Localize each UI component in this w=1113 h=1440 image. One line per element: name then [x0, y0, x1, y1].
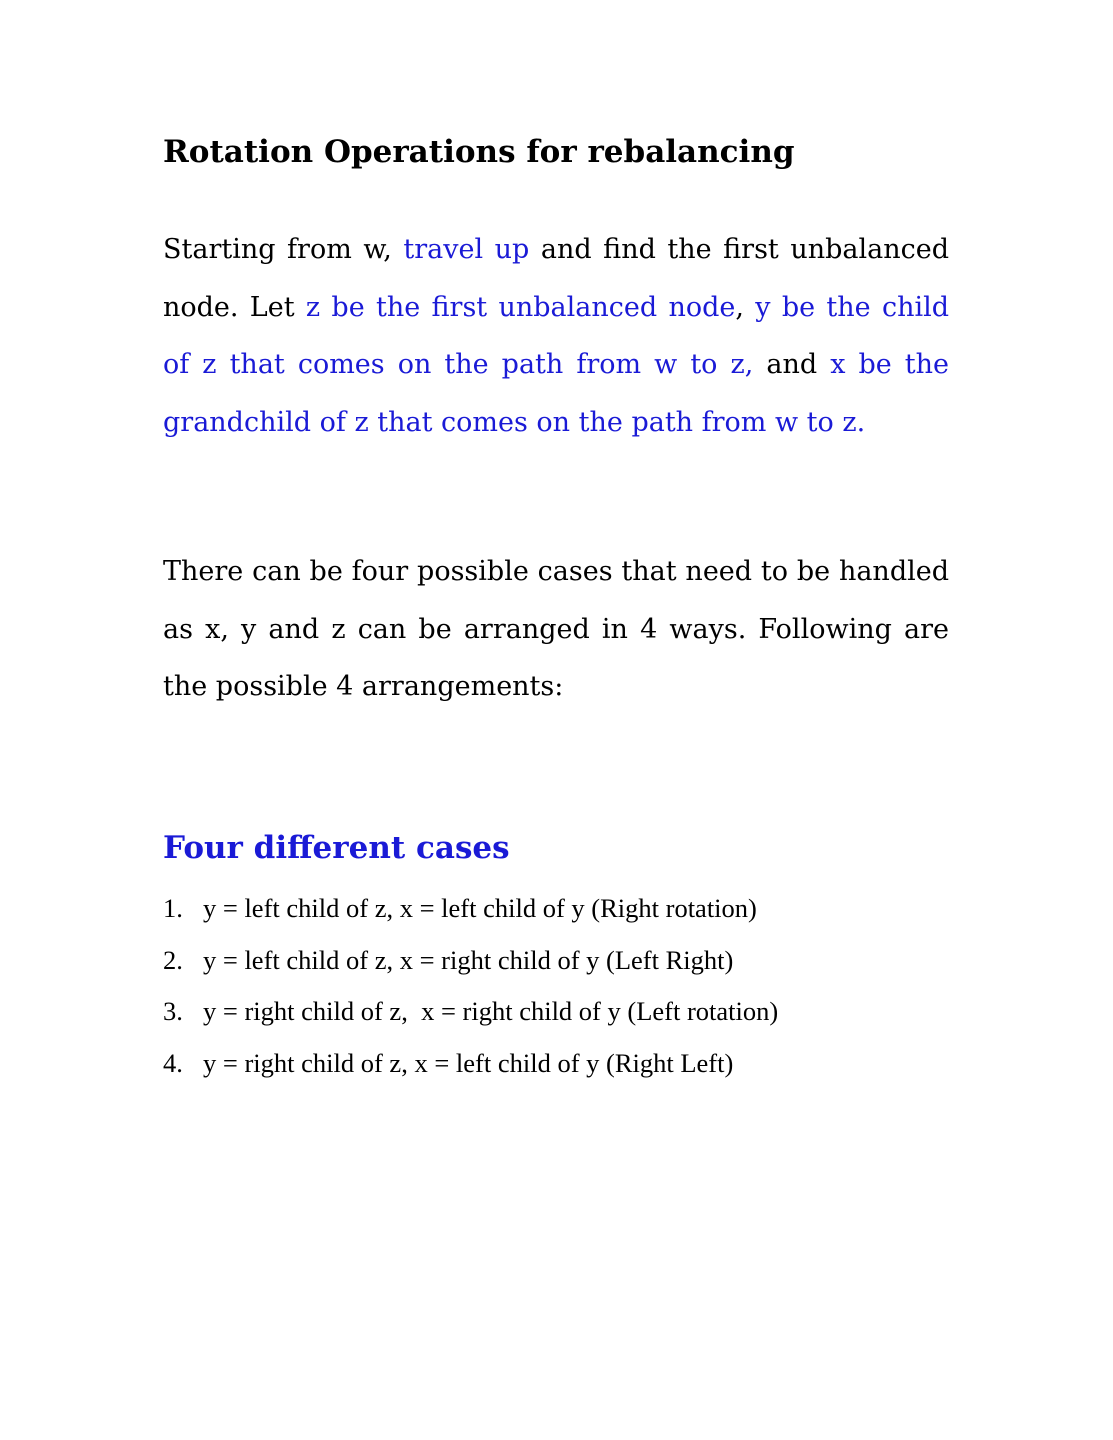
paragraph-segment: Starting from w,	[163, 234, 404, 265]
list-item-text: y = right child of z, x = right child of y (Left rotation)	[203, 996, 779, 1026]
list-item-number: 4.	[163, 1047, 183, 1078]
list-item-number: 2.	[163, 944, 183, 975]
paragraph-segment: ,	[735, 291, 756, 323]
list-item	[163, 888, 778, 940]
list-item-number: 3.	[163, 996, 183, 1026]
cases-intro-paragraph: There can be four possible cases that need to be handled as x, y and z can be arranged in 4 ways. Following are the possible 4 arrangements:	[163, 556, 949, 702]
cases-list	[163, 888, 778, 1094]
highlight-travel-up: travel up	[403, 234, 530, 265]
highlight-x-definition: x be the grandchild of z that comes on the path from w to z.	[163, 349, 950, 438]
paragraph-segment: and find the first unbalanced node. Let	[163, 234, 949, 323]
list-item-number: 1.	[163, 893, 183, 923]
cases-heading: Four different cases	[163, 830, 510, 866]
highlight-z-definition: z be the first unbalanced node	[305, 291, 736, 323]
highlight-y-definition: y be the child of z that comes on the path from w to z,	[163, 291, 950, 380]
page-title: Rotation Operations for rebalancing	[163, 134, 795, 170]
list-item	[163, 991, 778, 1043]
list-item-text: y = left child of z, x = right child of y (Left Right)	[203, 944, 734, 975]
list-item	[163, 1043, 778, 1095]
paragraph-segment: and	[753, 349, 831, 380]
list-item-text: y = left child of z, x = left child of y (Right rotation)	[203, 893, 757, 923]
list-item-text: y = right child of z, x = left child of y (Right Left)	[203, 1047, 734, 1078]
list-item	[163, 940, 778, 992]
intro-paragraph	[163, 221, 949, 451]
